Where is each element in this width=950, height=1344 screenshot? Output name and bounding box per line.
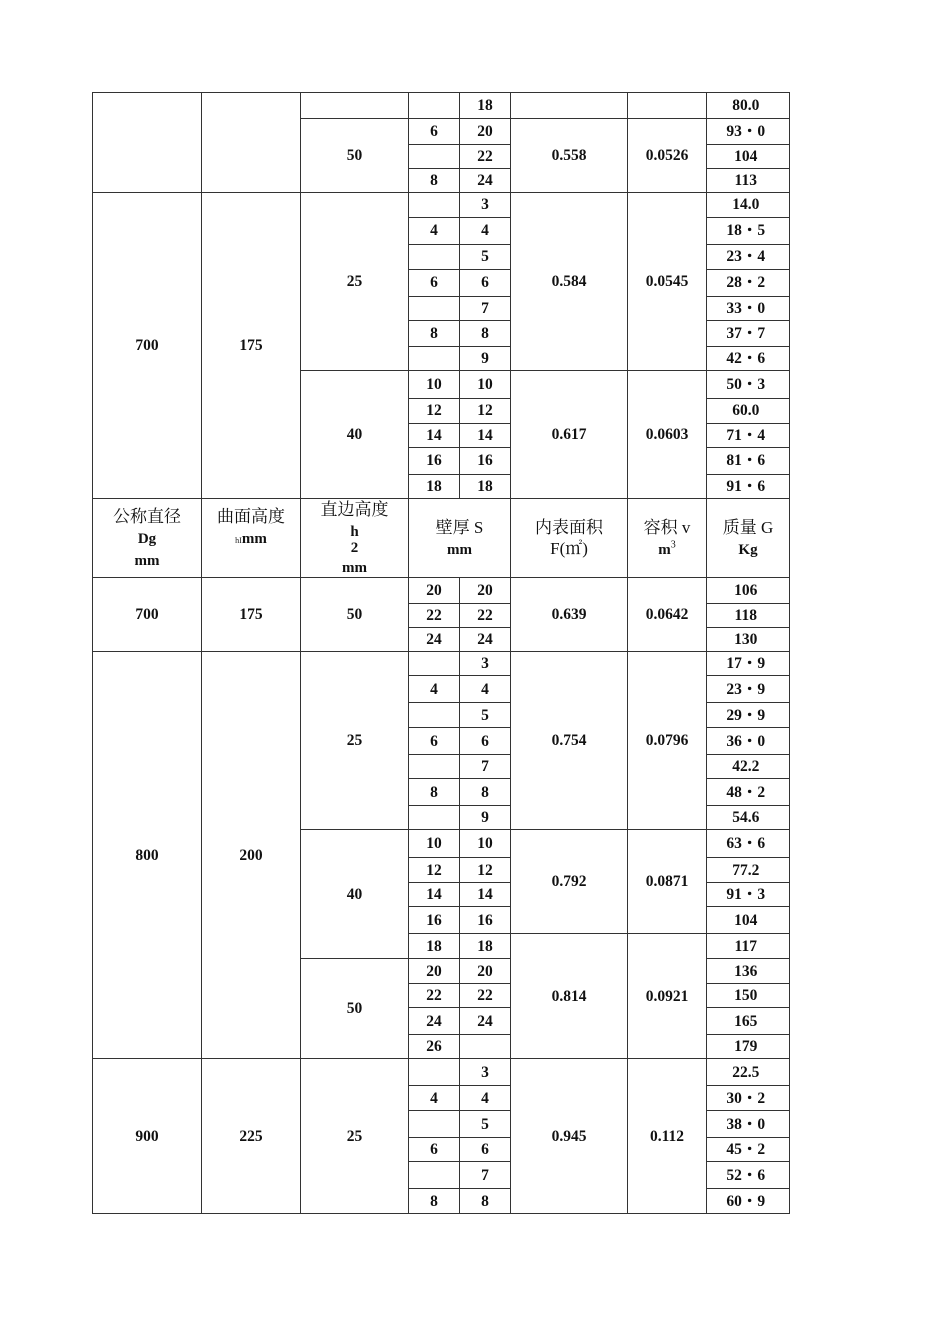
mass-cell: 60.0 <box>707 399 785 424</box>
mass-cell: 22.5 <box>707 1059 785 1086</box>
h2-cell: 25 <box>301 1059 409 1214</box>
mass-cell: 91・6 <box>707 475 785 499</box>
h1-cell-top <box>202 93 301 193</box>
thickness-s2-cell: 20 <box>460 578 511 604</box>
mass-gap-cell <box>785 245 790 270</box>
volume-cell: 0.0796 <box>628 652 707 830</box>
thickness-s1-cell: 8 <box>409 321 460 347</box>
thickness-s1-cell: 12 <box>409 858 460 883</box>
mass-gap-cell <box>785 959 790 984</box>
thickness-s2-cell: 7 <box>460 1162 511 1189</box>
mass-gap-cell <box>785 628 790 652</box>
thickness-s2-cell: 14 <box>460 424 511 448</box>
mass-gap-cell <box>785 169 790 193</box>
thickness-s1-cell: 6 <box>409 728 460 755</box>
thickness-s2-cell: 6 <box>460 728 511 755</box>
h2-cell: 50 <box>301 119 409 193</box>
area-cell: 0.584 <box>511 193 628 371</box>
thickness-s1-cell: 6 <box>409 270 460 297</box>
mass-cell: 130 <box>707 628 785 652</box>
mass-gap-cell <box>785 119 790 145</box>
dg-cell: 700 <box>93 578 202 652</box>
mass-gap-cell <box>785 399 790 424</box>
mass-cell: 48・2 <box>707 779 785 806</box>
thickness-s2-cell: 7 <box>460 755 511 779</box>
mass-cell: 52・6 <box>707 1162 785 1189</box>
thickness-s2-cell: 12 <box>460 399 511 424</box>
thickness-s1-cell <box>409 1162 460 1189</box>
area-cell: 0.639 <box>511 578 628 652</box>
h2-cell: 40 <box>301 371 409 499</box>
area-cell: 0.558 <box>511 119 628 193</box>
mass-gap-cell <box>785 604 790 628</box>
mass-gap-cell <box>785 1138 790 1162</box>
header-thickness: 壁厚 S mm <box>409 499 511 578</box>
mass-gap-cell <box>785 145 790 169</box>
mass-cell: 38・0 <box>707 1111 785 1138</box>
thickness-s1-cell <box>409 755 460 779</box>
h1-cell: 175 <box>202 578 301 652</box>
table-row <box>93 93 790 119</box>
thickness-s1-cell: 18 <box>409 475 460 499</box>
mass-cell: 136 <box>707 959 785 984</box>
thickness-s1-cell: 6 <box>409 1138 460 1162</box>
thickness-s1-cell: 16 <box>409 448 460 475</box>
thickness-s2-cell: 6 <box>460 1138 511 1162</box>
mass-cell: 37・7 <box>707 321 785 347</box>
mass-gap-cell <box>785 475 790 499</box>
thickness-s2-cell: 24 <box>460 1008 511 1035</box>
volume-cell: 0.0871 <box>628 830 707 934</box>
thickness-s2-cell: 22 <box>460 604 511 628</box>
area-cell: 0.754 <box>511 652 628 830</box>
mass-gap-cell <box>785 424 790 448</box>
thickness-s2-cell: 22 <box>460 984 511 1008</box>
thickness-s1-cell: 10 <box>409 371 460 399</box>
thickness-s2-cell: 9 <box>460 806 511 830</box>
volume-cell: 0.0526 <box>628 119 707 193</box>
mass-gap-cell <box>785 1059 790 1086</box>
thickness-s1-cell: 4 <box>409 676 460 703</box>
mass-cell: 45・2 <box>707 1138 785 1162</box>
header-mass: 质量 G Kg <box>707 499 790 578</box>
thickness-s2-cell: 14 <box>460 883 511 907</box>
thickness-s1-cell: 18 <box>409 934 460 959</box>
header-dg: 公称直径 Dg mm <box>93 499 202 578</box>
thickness-s2-cell: 12 <box>460 858 511 883</box>
mass-cell: 71・4 <box>707 424 785 448</box>
thickness-s2-cell: 18 <box>460 93 511 119</box>
thickness-s2-cell: 4 <box>460 218 511 245</box>
thickness-s2-cell: 8 <box>460 321 511 347</box>
mass-gap-cell <box>785 676 790 703</box>
dg-cell-top <box>93 93 202 193</box>
thickness-s1-cell: 26 <box>409 1035 460 1059</box>
mass-cell: 106 <box>707 578 785 604</box>
mass-cell: 14.0 <box>707 193 785 218</box>
area-cell: 0.792 <box>511 830 628 934</box>
mass-gap-cell <box>785 934 790 959</box>
dg-cell: 900 <box>93 1059 202 1214</box>
area-cell: 0.617 <box>511 371 628 499</box>
mass-cell: 30・2 <box>707 1086 785 1111</box>
mass-cell: 42.2 <box>707 755 785 779</box>
thickness-s1-cell <box>409 145 460 169</box>
thickness-s2-cell: 9 <box>460 347 511 371</box>
thickness-s1-cell <box>409 297 460 321</box>
h2-cell-top <box>301 93 409 119</box>
mass-gap-cell <box>785 270 790 297</box>
mass-cell: 118 <box>707 604 785 628</box>
dg-cell: 700 <box>93 193 202 499</box>
mass-gap-cell <box>785 858 790 883</box>
thickness-s2-cell: 3 <box>460 193 511 218</box>
thickness-s2-cell: 18 <box>460 475 511 499</box>
h2-cell: 50 <box>301 578 409 652</box>
mass-cell: 150 <box>707 984 785 1008</box>
thickness-s2-cell: 22 <box>460 145 511 169</box>
thickness-s2-cell: 16 <box>460 448 511 475</box>
dished-head-spec-table <box>92 92 790 1214</box>
thickness-s2-cell <box>460 1035 511 1059</box>
h2-cell: 25 <box>301 652 409 830</box>
mass-cell: 81・6 <box>707 448 785 475</box>
volume-cell-top <box>628 93 707 119</box>
thickness-s2-cell: 10 <box>460 371 511 399</box>
thickness-s1-cell <box>409 193 460 218</box>
volume-cell: 0.0545 <box>628 193 707 371</box>
mass-gap-cell <box>785 883 790 907</box>
thickness-s1-cell <box>409 93 460 119</box>
mass-gap-cell <box>785 779 790 806</box>
mass-gap-cell <box>785 1008 790 1035</box>
h1-cell: 175 <box>202 193 301 499</box>
thickness-s1-cell: 20 <box>409 578 460 604</box>
mass-gap-cell <box>785 193 790 218</box>
thickness-s1-cell: 4 <box>409 218 460 245</box>
thickness-s2-cell: 24 <box>460 628 511 652</box>
mass-cell: 63・6 <box>707 830 785 858</box>
thickness-s1-cell: 12 <box>409 399 460 424</box>
mass-gap-cell <box>785 652 790 676</box>
mass-cell: 104 <box>707 907 785 934</box>
mass-cell: 17・9 <box>707 652 785 676</box>
mass-gap-cell <box>785 830 790 858</box>
mass-gap-cell <box>785 1162 790 1189</box>
thickness-s2-cell: 24 <box>460 169 511 193</box>
dg-cell: 800 <box>93 652 202 1059</box>
mass-gap-cell <box>785 806 790 830</box>
volume-cell: 0.0921 <box>628 934 707 1059</box>
header-h2: 直边高度 h 2 mm <box>301 499 409 578</box>
mass-gap-cell <box>785 321 790 347</box>
thickness-s2-cell: 7 <box>460 297 511 321</box>
thickness-s1-cell <box>409 652 460 676</box>
mass-cell: 50・3 <box>707 371 785 399</box>
mass-gap-cell <box>785 347 790 371</box>
volume-cell: 0.0642 <box>628 578 707 652</box>
table-row <box>93 652 790 676</box>
thickness-s1-cell: 24 <box>409 628 460 652</box>
thickness-s1-cell: 4 <box>409 1086 460 1111</box>
mass-gap-cell <box>785 703 790 728</box>
thickness-s1-cell: 10 <box>409 830 460 858</box>
mass-cell: 23・4 <box>707 245 785 270</box>
mass-gap-cell <box>785 728 790 755</box>
h1-cell: 225 <box>202 1059 301 1214</box>
area-cell: 0.945 <box>511 1059 628 1214</box>
mass-cell: 77.2 <box>707 858 785 883</box>
mass-gap-cell <box>785 297 790 321</box>
table-row <box>93 1059 790 1086</box>
thickness-s2-cell: 10 <box>460 830 511 858</box>
header-row <box>93 499 790 578</box>
mass-gap-cell <box>785 371 790 399</box>
mass-gap-cell <box>785 93 790 119</box>
thickness-s2-cell: 5 <box>460 1111 511 1138</box>
mass-cell: 23・9 <box>707 676 785 703</box>
h2-cell: 25 <box>301 193 409 371</box>
mass-gap-cell <box>785 218 790 245</box>
thickness-s1-cell: 6 <box>409 119 460 145</box>
mass-gap-cell <box>785 1086 790 1111</box>
thickness-s2-cell: 16 <box>460 907 511 934</box>
thickness-s2-cell: 20 <box>460 959 511 984</box>
thickness-s2-cell: 4 <box>460 1086 511 1111</box>
thickness-s2-cell: 3 <box>460 652 511 676</box>
mass-cell: 179 <box>707 1035 785 1059</box>
mass-gap-cell <box>785 755 790 779</box>
mass-cell: 18・5 <box>707 218 785 245</box>
mass-gap-cell <box>785 907 790 934</box>
thickness-s1-cell <box>409 1111 460 1138</box>
mass-cell: 29・9 <box>707 703 785 728</box>
volume-cell: 0.112 <box>628 1059 707 1214</box>
mass-gap-cell <box>785 1111 790 1138</box>
mass-cell: 117 <box>707 934 785 959</box>
thickness-s2-cell: 4 <box>460 676 511 703</box>
mass-cell: 91・3 <box>707 883 785 907</box>
thickness-s1-cell: 8 <box>409 779 460 806</box>
area-cell: 0.814 <box>511 934 628 1059</box>
mass-gap-cell <box>785 1035 790 1059</box>
volume-cell: 0.0603 <box>628 371 707 499</box>
thickness-s1-cell <box>409 347 460 371</box>
thickness-s2-cell: 5 <box>460 245 511 270</box>
thickness-s1-cell: 22 <box>409 604 460 628</box>
h2-cell: 40 <box>301 830 409 959</box>
thickness-s2-cell: 8 <box>460 1189 511 1214</box>
mass-cell: 165 <box>707 1008 785 1035</box>
mass-gap-cell <box>785 448 790 475</box>
mass-cell: 93・0 <box>707 119 785 145</box>
thickness-s1-cell: 8 <box>409 1189 460 1214</box>
mass-cell: 42・6 <box>707 347 785 371</box>
thickness-s1-cell: 20 <box>409 959 460 984</box>
thickness-s1-cell <box>409 703 460 728</box>
thickness-s2-cell: 5 <box>460 703 511 728</box>
thickness-s2-cell: 20 <box>460 119 511 145</box>
mass-cell: 54.6 <box>707 806 785 830</box>
header-area: 内表面积 F(㎡) <box>511 499 628 578</box>
table-row <box>93 578 790 604</box>
thickness-s1-cell: 8 <box>409 169 460 193</box>
thickness-s1-cell: 14 <box>409 883 460 907</box>
mass-gap-cell <box>785 578 790 604</box>
thickness-s1-cell <box>409 806 460 830</box>
mass-cell: 33・0 <box>707 297 785 321</box>
thickness-s2-cell: 3 <box>460 1059 511 1086</box>
mass-cell: 113 <box>707 169 785 193</box>
mass-gap-cell <box>785 1189 790 1214</box>
thickness-s2-cell: 6 <box>460 270 511 297</box>
thickness-s1-cell <box>409 245 460 270</box>
thickness-s1-cell: 14 <box>409 424 460 448</box>
thickness-s1-cell: 24 <box>409 1008 460 1035</box>
mass-cell: 28・2 <box>707 270 785 297</box>
table-row <box>93 193 790 218</box>
mass-cell: 80.0 <box>707 93 785 119</box>
thickness-s1-cell: 22 <box>409 984 460 1008</box>
mass-cell: 104 <box>707 145 785 169</box>
area-cell-top <box>511 93 628 119</box>
header-h1: 曲面高度 hImm <box>202 499 301 578</box>
mass-gap-cell <box>785 984 790 1008</box>
thickness-s2-cell: 18 <box>460 934 511 959</box>
thickness-s1-cell: 16 <box>409 907 460 934</box>
thickness-s2-cell: 8 <box>460 779 511 806</box>
mass-cell: 60・9 <box>707 1189 785 1214</box>
mass-cell: 36・0 <box>707 728 785 755</box>
h1-cell: 200 <box>202 652 301 1059</box>
thickness-s1-cell <box>409 1059 460 1086</box>
header-volume: 容积 v $m^3$ <box>628 499 707 578</box>
h2-cell: 50 <box>301 959 409 1059</box>
